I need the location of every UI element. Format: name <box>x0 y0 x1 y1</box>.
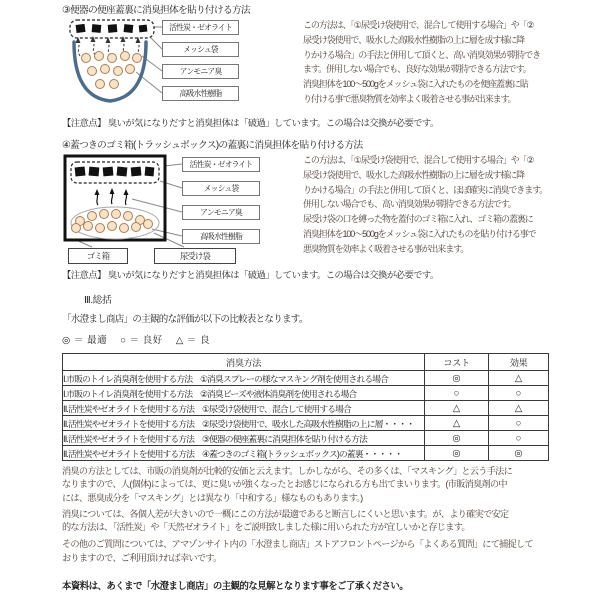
body-line: り付ける事で悪臭物質を効率よく吸着させる事が出来ます。 <box>303 93 516 104</box>
label-mesh-bag: メッシュ袋 <box>182 181 260 196</box>
method-cell: Ⅱ.活性炭やゼオライトを使用する方法 ④蓋つきのゴミ箱(トラッシュボックス)の蓋裏・・・・・ <box>63 446 425 461</box>
disclaimer-line: 本資料は、あくまで「水澄まし商店」の主観的な見解となります事をご了承ください。 <box>62 580 409 592</box>
odor-arrows <box>97 193 127 205</box>
body-line: ます。併用しない場合でも、良好な効果が期待できる方法です。 <box>303 64 531 75</box>
method-cell: Ⅰ.市販のトイレ消臭剤を使用する方法 ②消臭ビーズや液体消臭剤を使用される場合 <box>63 386 425 401</box>
table-row <box>63 401 549 416</box>
cost-cell: △ <box>425 416 489 431</box>
resin-beads <box>82 52 142 89</box>
effect-cell: △ <box>489 371 549 386</box>
section4-row <box>62 153 548 267</box>
table-row <box>63 386 549 401</box>
closing-paragraph-2 <box>62 508 548 535</box>
toilet-lid-diagram <box>62 18 240 115</box>
body-line: 消臭担体を100～500gをメッシュ袋に入れたものを貼り付ける事で <box>303 228 536 239</box>
label-activated-carbon: 活性炭・ゼオライト <box>182 157 260 172</box>
body-line: 悪臭物質を効率よく吸着させる事が出来ます。 <box>303 243 469 254</box>
summary-heading: Ⅲ.総括 <box>84 295 112 306</box>
section4-body <box>303 153 546 257</box>
section4-note: 【注意点】 臭いが気になりだすと消臭担体は「破過」しています。この場合は交換が必要です。 <box>62 270 439 280</box>
table-row <box>63 446 549 461</box>
label-mesh-bag: メッシュ袋 <box>162 42 239 57</box>
label-absorbent-resin: 高吸水性樹脂 <box>162 86 239 101</box>
paragraph-line: 消臭については、各個人差が大きいので一概にこの方法が最適であると断言しにくいと思います。が、より確実で安定 <box>62 508 509 519</box>
body-line: りかける場合」の手法と併用して頂くと、高い消臭効果が期待でき <box>303 49 541 60</box>
cost-cell: ◎ <box>425 371 489 386</box>
cost-cell: ◎ <box>425 431 489 446</box>
method-cell: Ⅱ.活性炭やゼオライトを使用する方法 ③便器の便座蓋裏に消臭担体を貼り付ける方法 <box>63 431 425 446</box>
table-row <box>63 416 549 431</box>
header-method: 消臭方法 <box>63 354 425 371</box>
table-header-row <box>63 354 549 371</box>
label-activated-carbon: 活性炭・ゼオライト <box>162 20 239 35</box>
method-cell: Ⅱ.活性炭やゼオライトを使用する方法 ②尿受け袋使用で、吸水した高吸水性樹脂の上に層・・・・ <box>63 416 425 431</box>
comparison-table <box>62 353 549 461</box>
effect-cell: ○ <box>489 431 549 446</box>
effect-cell: ◎ <box>489 446 549 461</box>
paragraph-line: その他のご質問については、アマゾンサイト内の「水澄まし商店」ストアフロントページから「よくある質問」にて捕捉して <box>62 539 533 550</box>
body-line: 尿受け袋使用で、吸水した高吸水性樹脂の上に層を成す様に降 <box>303 34 525 45</box>
rating-legend: ◎ ＝ 最適 ○ ＝ 良好 △ ＝ 良 <box>62 335 210 346</box>
effect-cell: △ <box>489 401 549 416</box>
body-line: りかける場合」の手法と併用して頂くと、ほぼ確実に消臭できます。 <box>303 184 548 195</box>
section3-title: ③便器の便座蓋裏に消臭担体を貼り付ける方法 <box>62 5 250 16</box>
paragraph-line: おりますので、ご利用頂ければ幸いです。 <box>62 552 222 563</box>
paragraph-line: 消臭の方法としては、市販の消臭剤が比較的安価と云えます。しかしながら、その多くは、「マスキング」と云う手法に <box>62 466 513 476</box>
header-effect: 効果 <box>489 354 549 371</box>
body-line: 併用しない場合でも、高い消臭効果が期待できる方法です。 <box>303 199 516 210</box>
body-line: 消臭担体を100～500gをメッシュ袋に入れたものを便座蓋裏に貼 <box>303 79 528 90</box>
document-page <box>62 3 548 592</box>
cost-cell: △ <box>425 401 489 416</box>
header-cost: コスト <box>425 354 489 371</box>
paragraph-line: なりますので、人(個体)によっては、更に臭いが強くなったとお感じになられる方も出てまいります。(市販消臭剤の中 <box>62 479 507 490</box>
label-urine-bag: 尿受け袋 <box>154 248 236 264</box>
section3-row <box>62 18 548 115</box>
table-row <box>63 431 549 446</box>
toilet-bowl <box>74 42 146 101</box>
paragraph-line: 的な方法は、「活性炭」や「天然ゼオライト」をご説明致しました様に用いられた方が宜しいかと存じます。 <box>62 522 470 533</box>
paragraph-line: には、悪臭成分を「マスキング」とは異なり「中和する」様なものもあります。) <box>62 492 363 503</box>
trash-box-diagram <box>62 153 262 267</box>
section4-title: ④蓋つきのゴミ箱(トラッシュボックス)の蓋裏に消臭担体を貼り付ける方法 <box>62 140 363 151</box>
cost-cell: ○ <box>425 386 489 401</box>
effect-cell: ○ <box>489 416 549 431</box>
table-row <box>63 371 549 386</box>
label-ammonia-odor: アンモニア臭 <box>162 64 239 79</box>
method-cell: Ⅱ.活性炭やゼオライトを使用する方法 ①尿受け袋使用で、混合して使用する場合 <box>63 401 425 416</box>
odor-arrowheads <box>95 188 129 195</box>
section3-body <box>303 18 546 107</box>
cost-cell: ◎ <box>425 446 489 461</box>
method-cell: Ⅰ.市販のトイレ消臭剤を使用する方法 ①消臭スプレーの様なマスキング剤を使用される場合 <box>63 371 425 386</box>
label-trash-box: ゴミ箱 <box>68 248 128 264</box>
body-line: 尿受け袋使用で、吸水した高吸水性樹脂の上に層を成す様に降 <box>303 169 525 180</box>
closing-paragraph-3 <box>62 538 548 565</box>
closing-paragraph-1 <box>62 465 548 505</box>
body-line: この方法は、「①尿受け袋使用で、混合して使用する場合」や「② <box>303 155 534 165</box>
label-ammonia-odor: アンモニア臭 <box>182 205 260 220</box>
body-line: 尿受け袋の口を縛った物を蓋付のゴミ箱に入れ、ゴミ箱の蓋裏に <box>303 214 533 225</box>
label-absorbent-resin: 高吸水性樹脂 <box>182 229 260 244</box>
body-line: この方法は、「①尿受け袋使用で、混合して使用する場合」や「② <box>303 20 534 30</box>
resin-beads <box>72 210 153 233</box>
section3-note: 【注意点】 臭いが気になりだすと消臭担体は「破過」しています。この場合は交換が必要です。 <box>62 118 439 128</box>
summary-intro: 「水澄まし商店」の主観的な評価が以下の比較表となります。 <box>62 314 308 325</box>
effect-cell: ○ <box>489 386 549 401</box>
